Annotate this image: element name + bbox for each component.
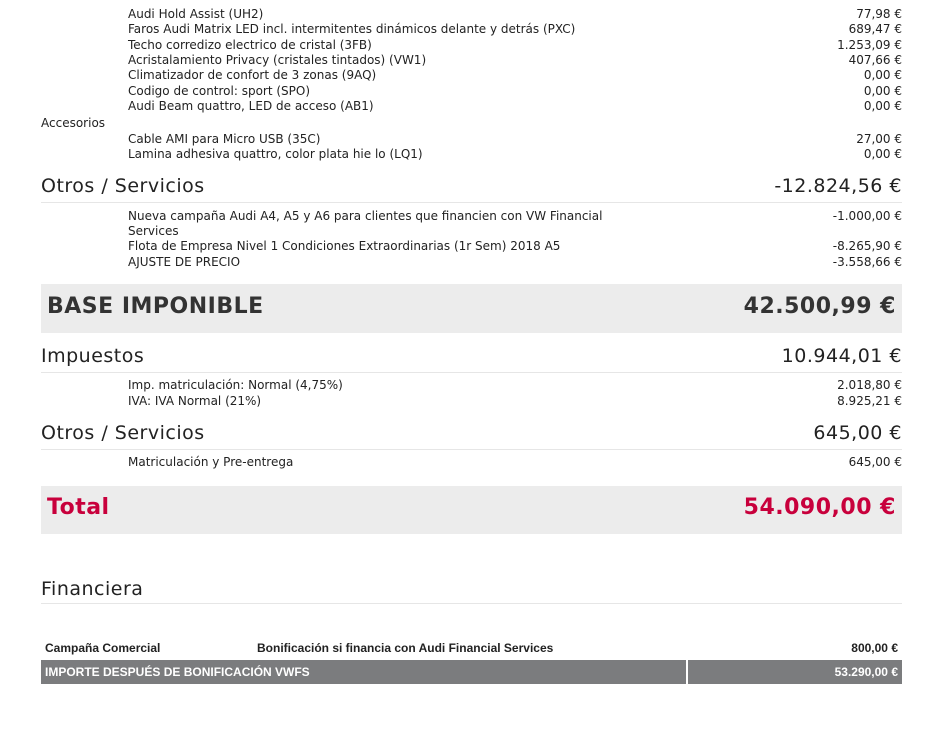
total-value: 54.090,00 € bbox=[743, 495, 896, 520]
line-item-label: Audi Beam quattro, LED de acceso (AB1) bbox=[128, 99, 374, 113]
line-item bbox=[128, 84, 902, 99]
line-item-label: Imp. matriculación: Normal (4,75%) bbox=[128, 378, 343, 392]
column-divider bbox=[686, 660, 688, 684]
line-item-value: 0,00 € bbox=[863, 99, 902, 113]
line-item-label: Faros Audi Matrix LED incl. intermitentes dinámicos delante y detrás (PXC) bbox=[128, 22, 576, 36]
campaign-value: 800,00 € bbox=[851, 641, 898, 655]
line-item bbox=[128, 378, 902, 393]
section-title: Otros / Servicios bbox=[41, 422, 205, 444]
section-title: Impuestos bbox=[41, 345, 145, 367]
line-item-value: -3.558,66 € bbox=[832, 255, 902, 269]
campaign-description: Bonificación si financia con Audi Financial Services bbox=[257, 641, 554, 655]
line-item-value: 0,00 € bbox=[863, 68, 902, 82]
line-item bbox=[128, 255, 902, 270]
line-item bbox=[128, 7, 902, 22]
total-band bbox=[41, 486, 902, 534]
line-item bbox=[128, 38, 902, 53]
line-item bbox=[128, 394, 902, 409]
line-item-value: 8.925,21 € bbox=[837, 394, 902, 408]
line-item bbox=[128, 132, 902, 147]
importe-despues-value: 53.290,00 € bbox=[834, 665, 898, 679]
line-item bbox=[128, 209, 902, 224]
section-title: Otros / Servicios bbox=[41, 175, 205, 197]
line-item-label: Cable AMI para Micro USB (35C) bbox=[128, 132, 321, 146]
base-imponible-value: 42.500,99 € bbox=[743, 294, 896, 319]
section-financiera bbox=[41, 575, 902, 604]
importe-despues-label: IMPORTE DESPUÉS DE BONIFICACIÓN VWFS bbox=[45, 665, 310, 679]
section-total: 10.944,01 € bbox=[781, 345, 902, 367]
line-item-label: AJUSTE DE PRECIO bbox=[128, 255, 241, 269]
line-item-label: Acristalamiento Privacy (cristales tintados) (VW1) bbox=[128, 53, 427, 67]
section-total: -12.824,56 € bbox=[774, 175, 902, 197]
total-title: Total bbox=[47, 495, 110, 520]
base-imponible-band bbox=[41, 284, 902, 333]
section-otros-servicios bbox=[41, 172, 902, 203]
section-otros-servicios-2 bbox=[41, 419, 902, 450]
importe-despues-bar bbox=[41, 660, 902, 684]
line-item-continuation bbox=[128, 224, 902, 239]
line-item-label: Matriculación y Pre-entrega bbox=[128, 455, 294, 469]
section-impuestos bbox=[41, 342, 902, 373]
line-item-value: 1.253,09 € bbox=[837, 38, 902, 52]
section-total: 645,00 € bbox=[813, 422, 902, 444]
base-imponible-title: BASE IMPONIBLE bbox=[47, 294, 264, 319]
line-item bbox=[128, 147, 902, 162]
line-item-value: 2.018,80 € bbox=[837, 378, 902, 392]
section-title: Financiera bbox=[41, 578, 144, 600]
line-item-label: Flota de Empresa Nivel 1 Condiciones Extraordinarias (1r Sem) 2018 A5 bbox=[128, 239, 561, 253]
line-item-label: Techo corredizo electrico de cristal (3FB) bbox=[128, 38, 372, 52]
line-item-label: Services bbox=[128, 224, 179, 238]
line-item-value: 407,66 € bbox=[848, 53, 902, 67]
line-item-value: 689,47 € bbox=[848, 22, 902, 36]
line-item-label: IVA: IVA Normal (21%) bbox=[128, 394, 262, 408]
line-item-value: 645,00 € bbox=[848, 455, 902, 469]
line-item-label: Lamina adhesiva quattro, color plata hie lo (LQ1) bbox=[128, 147, 423, 161]
line-item-label: Nueva campaña Audi A4, A5 y A6 para clientes que financien con VW Financial bbox=[128, 209, 603, 223]
line-item-value: 77,98 € bbox=[856, 7, 902, 21]
line-item-value: -8.265,90 € bbox=[832, 239, 902, 253]
campaign-label: Campaña Comercial bbox=[45, 641, 161, 655]
line-item bbox=[128, 22, 902, 37]
line-item bbox=[128, 239, 902, 254]
line-item bbox=[128, 53, 902, 68]
line-item-value: 27,00 € bbox=[856, 132, 902, 146]
line-item bbox=[128, 68, 902, 83]
accesorios-label: Accesorios bbox=[41, 116, 106, 130]
line-item-value: 0,00 € bbox=[863, 147, 902, 161]
line-item-value: 0,00 € bbox=[863, 84, 902, 98]
line-item bbox=[128, 455, 902, 470]
line-item bbox=[128, 99, 902, 114]
line-item-label: Audi Hold Assist (UH2) bbox=[128, 7, 264, 21]
line-item-label: Codigo de control: sport (SPO) bbox=[128, 84, 311, 98]
line-item-label: Climatizador de confort de 3 zonas (9AQ) bbox=[128, 68, 377, 82]
line-item-value: -1.000,00 € bbox=[832, 209, 902, 223]
campaign-row bbox=[41, 636, 902, 660]
